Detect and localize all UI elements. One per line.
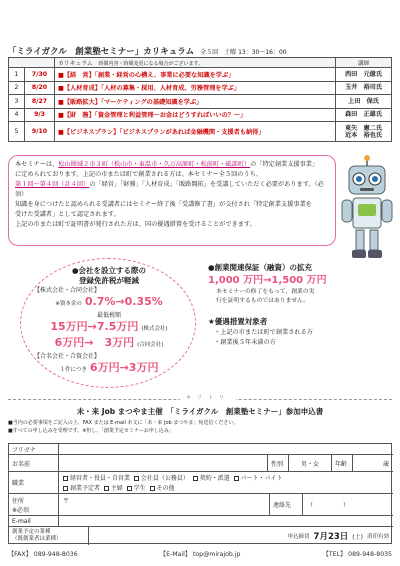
checkbox-icon[interactable] [150,486,155,491]
form-row-name [9,455,393,472]
tax-heading-2: 登録免許税が軽減 [79,276,139,285]
min-value-1: 15万円→7.5万円 [50,320,139,333]
min-label: 最低税額 [96,312,121,319]
application-form [8,443,392,544]
info-line: 本セミナーは、松山圏域２市３町（松山市・東温市・久万高原町・松前町・砥部町）の「特定創業支援事業」 [15,161,319,168]
session-time: 土曜 13：30～16：00 [224,49,287,56]
contact-label: 連絡先 [269,494,303,515]
furigana-label: フリガナ [9,444,59,454]
row-speaker: 玉井 裕司氏 [344,84,383,92]
min-row-2 [34,336,184,352]
table-row [9,81,392,95]
job-option[interactable]: その他 [150,485,175,492]
job-option[interactable]: 契約・派遣 [193,475,230,482]
info-line: 知識を身につけたと認められる受講者にはセミナー終了後「受講修了書」が交付され「特定創業支援事業を [15,201,312,208]
gender-label: 性別 [267,455,289,471]
partner-pre: １件につき [59,367,87,373]
checkbox-icon[interactable] [127,486,132,491]
row-course: ■【人材育成】「人材の募集・採用、人材育成、労務管理を学ぶ」 [55,81,336,95]
row-speaker: 上田 保氏 [348,97,379,105]
furigana-field[interactable] [59,444,393,454]
row-speaker: 東矢 憲二氏 [344,124,383,132]
min-value-2: 6万円→ 3万円 [54,336,135,349]
job-option[interactable]: 創業予定者 [63,485,100,492]
checkbox-icon[interactable] [104,486,109,491]
age-label: 年齢 [331,455,353,471]
row-date: 9/3 [25,108,55,122]
col-speaker: 講師 [336,58,392,68]
info-line: に定められております。上記の市または町で創業される方は、本セミナー全５回のうち、 [15,171,263,178]
tax-benefit-section [34,266,184,377]
form-note: ■すべての申し込みを受理です。※但し、「創業予定セミナーお申し込み」 [8,428,174,434]
address-label: 住所 [12,497,25,505]
footer-tel: 【TEL】 089-948-8035 [322,551,392,558]
row-date: 8/20 [25,81,55,95]
row-number: 5 [9,122,25,142]
curriculum-header [8,45,392,57]
info-highlight: 松山圏域２市３町（松山市・東温市・久万高原町・松前町・砥部町） [58,161,251,168]
row-date: 8/27 [25,95,55,109]
rate-value: 0.7%→0.35% [84,295,163,308]
form-row-job [9,472,393,494]
partner-label: 【合名会社・合資会社】 [34,353,101,360]
col-curriculum: カリキュラム [58,61,93,67]
form-note: ■当内の必要事項をご記入の上、FAX または E-mail 本文に「未・来 Job まつやま」宛送信ください。 [8,420,239,426]
plan-label-cell [9,527,89,545]
guarantee-section [208,262,392,390]
job-option[interactable]: 主婦 [104,485,123,492]
form-notes [8,419,392,435]
guarantee-range: 1,000 万円→1,500 万円 [208,275,327,286]
row-number: 1 [9,68,25,82]
form-row-furigana [9,444,393,455]
address-note: ※必須 [12,506,30,514]
form-title: 未・来 Job まつやま主催 「ミライガクル 創業塾セミナー」参加申込書 [76,407,324,416]
row-speaker: 近本 裕也氏 [344,131,383,139]
checkbox-icon[interactable] [193,476,198,481]
job-option[interactable]: 経営者・役員・自営業 [63,475,130,482]
plan-sub: （既創業者は業種） [12,536,62,542]
email-field[interactable] [59,516,393,526]
deadline-day: (土) [352,533,363,541]
rate-row [34,295,184,311]
partner-value: 6万円→3万円 [89,361,159,374]
curriculum-table [8,57,392,142]
table-header-row [9,58,392,68]
session-count: 全５回 [200,49,219,56]
gender-field[interactable]: 男・女 [300,460,319,468]
address-label-cell [9,494,59,515]
min-row-1 [34,320,184,336]
robot-mascot-icon [340,154,394,264]
curriculum-title: 「ミライガクル 創業塾セミナー」カリキュラム [8,47,195,57]
row-number: 2 [9,81,25,95]
deadline-note: 消印有効 [366,534,389,540]
name-label: お名前 [9,455,59,471]
job-label: 職業 [9,472,59,493]
tax-heading-1: ●会社を設立する際の [71,266,147,275]
partner-row [34,361,184,377]
name-field[interactable] [59,455,267,471]
min-note-2: (合同会社) [137,342,164,348]
job-option[interactable]: パート・バイト [234,475,283,482]
info-box [8,155,336,246]
row-course: ■【経 営】「創業・経営の心構え、事業に必要な知識を学ぶ」 [55,68,336,82]
job-option[interactable]: 学生 [127,485,146,492]
corp-label: 【株式会社・合同会社】 [34,287,101,294]
row-speaker: 森田 正雄氏 [344,111,383,119]
table-row [9,68,392,82]
form-row-plan [9,527,393,545]
table-row [9,122,392,142]
form-row-email [9,516,393,527]
info-line: 第１回～第４回（計４回）の「経営」「財務」「人材育成」「販路開拓」を受講していただく必要があります。（必須） [15,181,324,198]
deadline [243,527,393,545]
checkbox-icon[interactable] [234,476,239,481]
row-date: 7/30 [25,68,55,82]
row-course: ■【ビジネスプラン】「ビジネスプランがあれば金融機関・支援者も納得」 [55,122,336,142]
rate-note: ※資本金の [55,301,82,307]
eligibility-item: ・上記の市または町で創業される方 [214,329,313,336]
deadline-label: 申込締切 [287,534,310,540]
min-note-1: (株式会社) [141,326,168,332]
footer-email[interactable]: 【E-Mail】 top@mirajob.jp [159,551,241,558]
col-note: 時間内容・時間変更になる場合がございます。 [98,61,204,67]
eligibility-heading: ★優遇措置対象者 [208,317,268,326]
row-number: 4 [9,108,25,122]
guarantee-heading: ●創業関連保証（融資）の拡充 [208,263,313,272]
guarantee-note: 本セミナーの修了をもって、創業の実行を証明するものではありません。 [216,289,315,304]
plan-field[interactable] [89,527,243,545]
email-label: E-mail [9,516,59,526]
table-row [9,95,392,109]
contact-field[interactable]: （ ） [307,502,350,509]
table-row [9,108,392,122]
info-line: 上記の市または町で証明書が発行された方は、国の優遇措置を受けることができます。 [15,221,256,228]
info-highlight: 第１回～第４回（計４回） [15,181,90,188]
row-date: 9/10 [25,122,55,142]
plan-label: 創業予定の業種 [12,529,51,535]
cut-label: キリトリ [180,394,236,401]
checkbox-icon[interactable] [63,476,68,481]
form-row-address [9,494,393,516]
checkbox-icon[interactable] [63,486,68,491]
row-course: ■【財 務】「資金管理と利益管理～お金はどうすればいいの？～」 [55,108,336,122]
footer-fax: 【FAX】 089-948-8036 [8,551,78,558]
job-options [59,472,393,493]
job-option[interactable]: 会社員（公務員） [134,475,189,482]
checkbox-icon[interactable] [134,476,139,481]
row-course: ■【販路拡大】「マーケティングの基礎知識を学ぶ」 [55,95,336,109]
address-field[interactable]: 〒 [63,498,70,505]
info-line: 受けた受講者」として認定されます。 [15,211,120,218]
row-number: 3 [9,95,25,109]
row-speaker: 西田 元億氏 [344,70,383,78]
age-field[interactable]: 歳 [382,460,389,468]
contact-footer [8,549,392,558]
deadline-date: 7月23日 [313,532,349,542]
eligibility-item: ・創業後５年未満の方 [214,339,276,346]
